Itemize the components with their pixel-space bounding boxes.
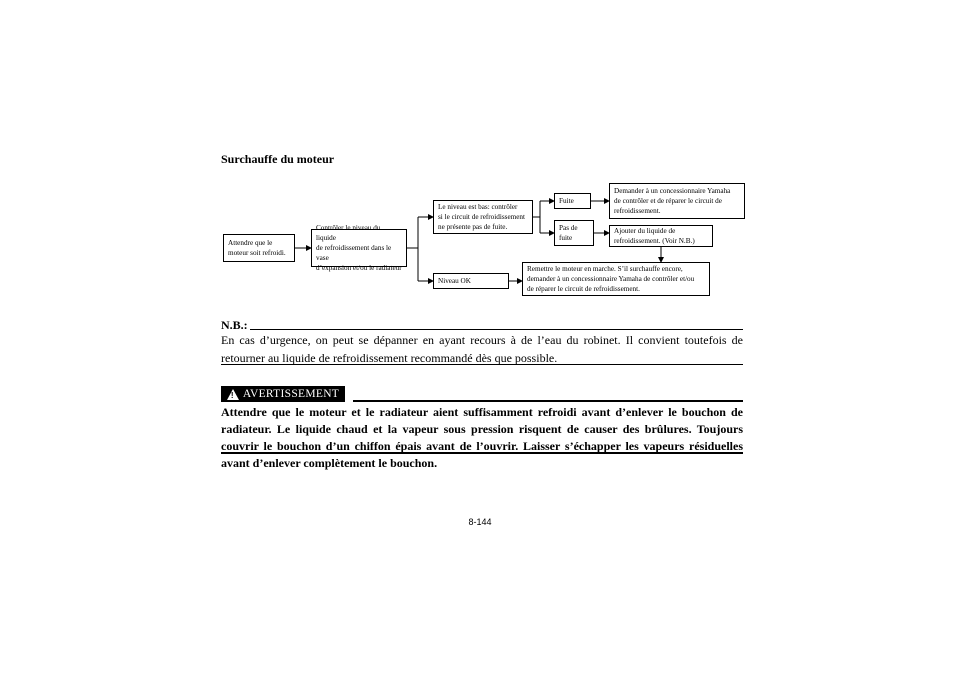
flow-box-no-leak: Pas de fuite — [554, 220, 594, 246]
flow-box-leak: Fuite — [554, 193, 591, 209]
warning-triangle-icon: ! — [227, 389, 239, 400]
flow-box-add-coolant: Ajouter du liquide de refroidissement. (Voir N.B.) — [609, 225, 713, 247]
warning-badge — [221, 386, 345, 402]
warning-text: Attendre que le moteur et le radiateur aient suffisamment refroidi avant d’enlever le bouchon de radiateur. Le liquide chaud et la vapeur sous pression risquent de causer des brûlures. Toujours couvrir le bouchon d’un chiffon épais avant de l’ouvrir. Laisser s’échapper les vapeurs résiduelles avant d’enlever complètement le bouchon. — [221, 405, 743, 470]
flow-box-level-low: Le niveau est bas: contrôler si le circuit de refroidissement ne présente pas de fuite. — [433, 200, 533, 234]
section-title: Surchauffe du moteur — [221, 152, 335, 166]
flow-box-level-ok: Niveau OK — [433, 273, 509, 289]
warning-rule — [353, 400, 743, 402]
note-label: N.B.: — [221, 318, 248, 332]
note-text: En cas d’urgence, on peut se dépanner en ayant recours à de l’eau du robinet. Il convient toutefois de retourner au liquide de refroidissement recommandé dès que possible. — [221, 333, 743, 365]
note-rule — [250, 329, 743, 330]
warning-bottom-rule — [221, 452, 743, 454]
flow-box-wait: Attendre que le moteur soit refroidi. — [223, 234, 295, 262]
flow-box-check-level: Contrôler le niveau du liquide de refroidissement dans le vase d’expansion et/ou le radiateur — [311, 229, 407, 267]
note-bottom-rule — [221, 364, 743, 365]
flow-box-restart: Remettre le moteur en marche. S’il surchauffe encore, demander à un concessionnaire Yamaha de contrôler et/ou de réparer le circuit de refroidissement. — [522, 262, 710, 296]
page-number: 8-144 — [468, 517, 492, 527]
warning-label: AVERTISSEMENT — [242, 388, 340, 400]
flow-box-dealer: Demander à un concessionnaire Yamaha de contrôler et de réparer le circuit de refroidissement. — [609, 183, 745, 219]
